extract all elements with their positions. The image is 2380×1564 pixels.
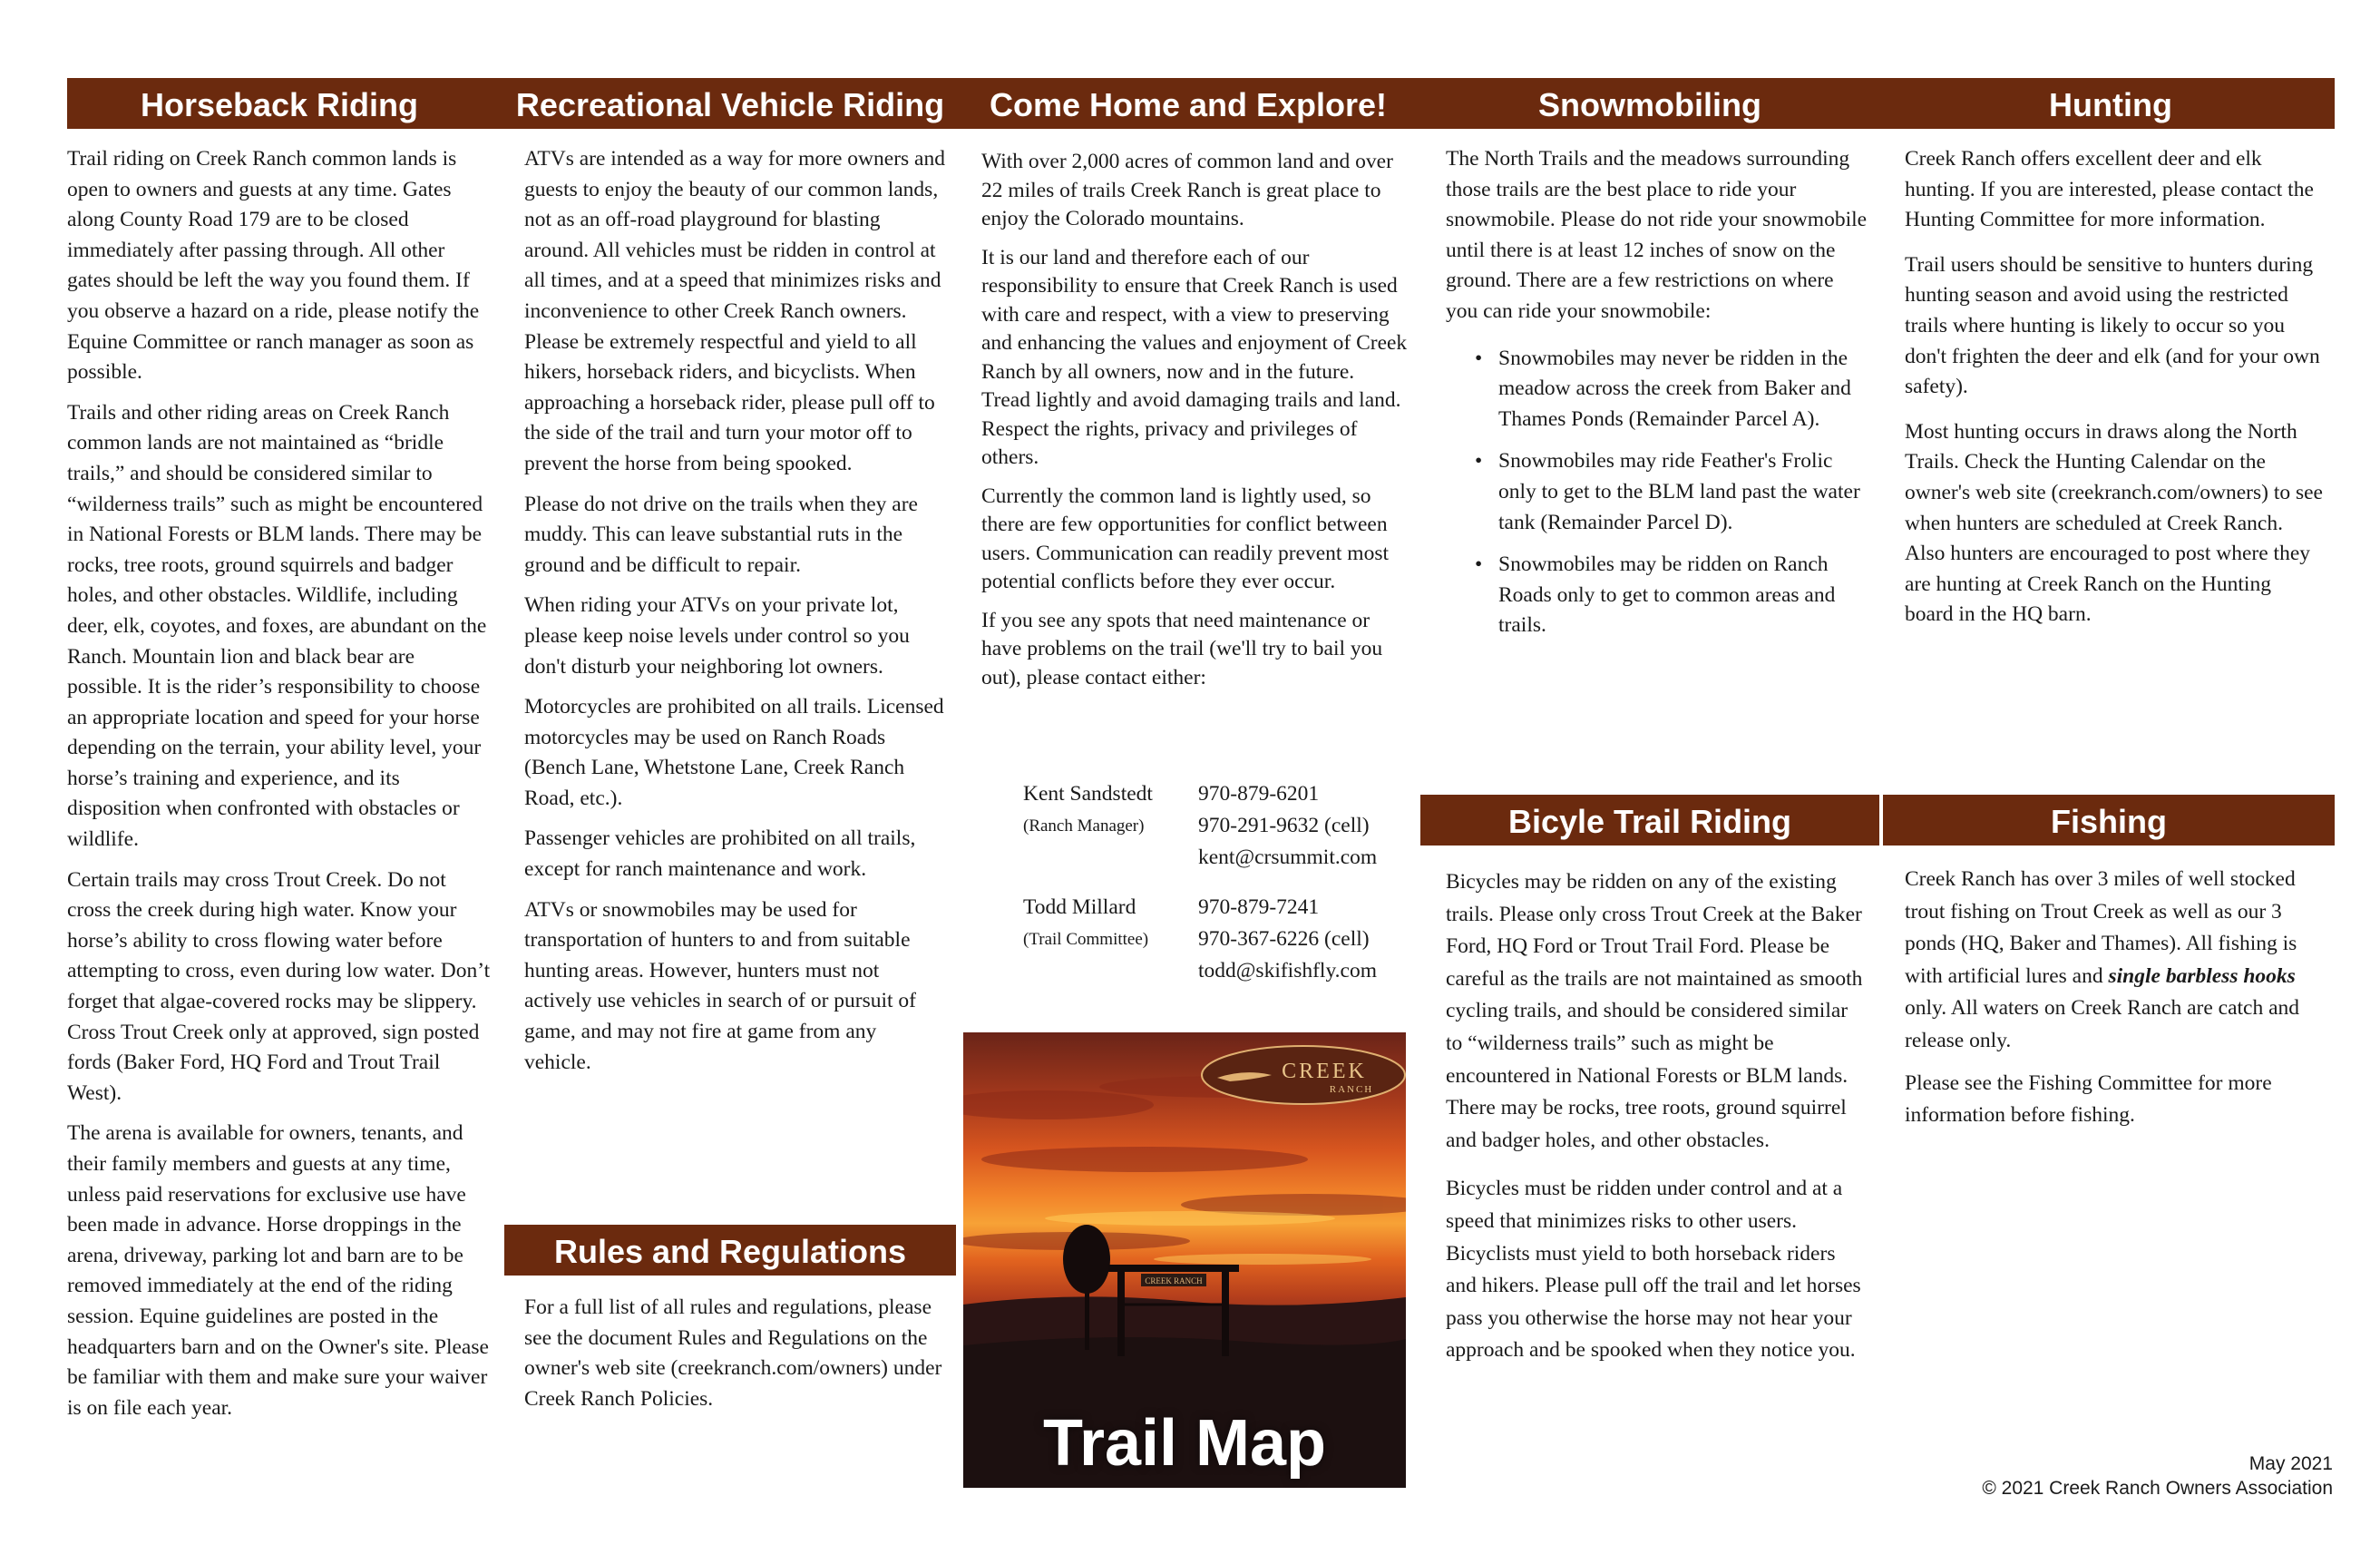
rules-paragraph: For a full list of all rules and regulations, please see the document Rules and Regulations on the owner's web site (creekranch.com/owners) under Creek Ranch Policies.: [524, 1295, 942, 1411]
contact-name: Kent Sandstedt: [1023, 782, 1153, 806]
rules-section: [524, 1293, 945, 1424]
hunting-section: [1905, 144, 2324, 640]
heading-come-home-and-explore: Come Home and Explore!: [989, 86, 1388, 123]
footer-date: May 2021: [2248, 1453, 2333, 1474]
fishing-text: Creek Ranch has over 3 miles of well stocked trout fishing on Trout Creek as well as our 3 ponds (HQ, Baker and Thames). All fishing is with artificial lures and: [1905, 867, 2297, 988]
explore-paragraph: With over 2,000 acres of common land and over 22 miles of trails Creek Ranch is great place to enjoy the Colorado mountains.: [981, 150, 1393, 230]
heading-rules-and-regulations: Rules and Regulations: [553, 1233, 907, 1270]
fishing-emphasis: single barbless hooks: [2108, 963, 2296, 988]
list-item: • Snowmobiles may never be ridden in the meadow across the creek from Baker and Thames Ponds (Remainder Parcel A).: [1498, 344, 1868, 435]
contact-list: [1023, 778, 1377, 987]
explore-paragraph: Currently the common land is lightly used, so there are few opportunities for conflict between users. Communication can readily prevent most potential conflicts before they ever occur.: [981, 484, 1390, 593]
contact-email[interactable]: todd@skifishfly.com: [1198, 959, 1378, 982]
hunting-paragraph: Trail users should be sensitive to hunters during hunting season and avoid using the restricted trails where hunting is likely to occur so you don't frighten the deer and elk (and for your own safety).: [1905, 252, 2320, 399]
creek-ranch-logo: [1199, 1043, 1408, 1107]
explore-section: [981, 148, 1408, 702]
gate-sign-text: CREEK RANCH: [1145, 1276, 1203, 1285]
snowmobiling-paragraph: The North Trails and the meadows surrounding those trails are the best place to ride your snowmobile. Please do not ride your snowmobile until there is at least 12 inches of snow on the ground. There are a few restrictions on where you can ride your snowmobile:: [1446, 147, 1868, 323]
snowmobiling-section: [1446, 144, 1868, 653]
fishing-paragraph: Please see the Fishing Committee for more information before fishing.: [1905, 1070, 2272, 1128]
heading-snowmobiling: Snowmobiling: [1538, 86, 1761, 123]
bicycle-paragraph: Bicycles may be ridden on any of the existing trails. Please only cross Trout Creek at the Baker Ford, HQ Ford or Trout Trail Ford. Please be careful as the trails are not maintained as smooth cycling trails, and should be considered similar to “wilderness trails” such as might be encountered in National Forests or BLM lands. There may be rocks, tree roots, ground squirrel and badger holes, and other obstacles.: [1446, 870, 1863, 1152]
fishing-paragraph: [1905, 864, 2324, 1058]
fishing-text: only. All waters on Creek Ranch are catch and release only.: [1905, 996, 2300, 1052]
footer-copyright: © 2021 Creek Ranch Owners Association: [1982, 1478, 2333, 1499]
logo-subtitle: RANCH: [1329, 1084, 1374, 1095]
contact-role: (Ranch Manager): [1023, 816, 1145, 836]
list-item: • Snowmobiles may be ridden on Ranch Roads only to get to common areas and trails.: [1498, 550, 1868, 641]
explore-paragraph: If you see any spots that need maintenance or have problems on the trail (we'll try to bail you out), please contact either:: [981, 608, 1383, 689]
contact-name: Todd Millard: [1023, 895, 1136, 919]
contact-cell: 970-291-9632 (cell): [1198, 814, 1370, 837]
rv-paragraph: Motorcycles are prohibited on all trails. Licensed motorcycles may be used on Ranch Roads (Bench Lane, Whetstone Lane, Creek Ranch Road, etc.).: [524, 695, 944, 810]
contact-cell: 970-367-6226 (cell): [1198, 927, 1370, 951]
rv-paragraph: ATVs or snowmobiles may be used for transportation of hunters to and from suitable hunting areas. However, hunters must not actively use vehicles in search of or pursuit of game, and may not fire at game from any vehicle.: [524, 897, 916, 1074]
contact-email[interactable]: kent@crsummit.com: [1198, 846, 1378, 869]
rv-paragraph: Passenger vehicles are prohibited on all trails, except for ranch maintenance and work.: [524, 826, 916, 882]
explore-paragraph: It is our land and therefore each of our responsibility to ensure that Creek Ranch is used with care and respect, with a view to preserving and enhancing the values and enjoyment of Creek Ranch by all owners, now and in the future. Tread lightly and avoid damaging trails and land. Respect the rights, privacy and privileges of others.: [981, 245, 1408, 469]
hunting-paragraph: Most hunting occurs in draws along the North Trails. Check the Hunting Calendar on the owner's web site (creekranch.com/owners) to see when hunters are scheduled at Creek Ranch. Also hunters are encouraged to post where they are hunting at Creek Ranch on the Hunting board in the HQ barn.: [1905, 419, 2323, 627]
bicycle-paragraph: Bicycles must be ridden under control and at a speed that minimizes risks to other users. Bicyclists must yield to both horseback riders and hikers. Please pull off the trail and let horses pass you otherwise the horse may not hear your approach and be spooked when they notice you.: [1446, 1177, 1861, 1363]
horseback-riding-section: [67, 144, 493, 1433]
trail-map-title: Trail Map: [1042, 1407, 1327, 1480]
heading-recreational-vehicle-riding: Recreational Vehicle Riding: [515, 86, 945, 123]
bicycle-section: [1446, 866, 1868, 1377]
snowmobiling-restrictions-list: [1446, 344, 1868, 641]
rv-riding-section: [524, 144, 945, 1088]
rv-paragraph: When riding your ATVs on your private lot, please keep noise levels under control so you don't disturb your neighboring lot owners.: [524, 593, 910, 679]
hunting-paragraph: Creek Ranch offers excellent deer and elk hunting. If you are interested, please contact the Hunting Committee for more information.: [1905, 147, 2314, 232]
rv-paragraph: Please do not drive on the trails when they are muddy. This can leave substantial ruts in the ground and be difficult to repair.: [524, 492, 918, 577]
rv-paragraph: ATVs are intended as a way for more owners and guests to enjoy the beauty of our common lands, not as an off-road playground for blasting around. All vehicles must be ridden in control at all times, and at a speed that minimizes risks and inconvenience to other Creek Ranch owners. Please be extremely respectful and yield to all hikers, horseback riders, and bicyclists. When approaching a horseback rider, please pull off to the side of the trail and turn your motor off to prevent the horse from being spooked.: [524, 147, 945, 475]
footer: [1982, 1452, 2333, 1500]
contact-phone: 970-879-7241: [1198, 895, 1320, 919]
heading-hunting: Hunting: [2049, 86, 2172, 123]
contact-phone: 970-879-6201: [1198, 782, 1320, 806]
list-item: • Snowmobiles may ride Feather's Frolic only to get to the BLM land past the water tank (Remainder Parcel D).: [1498, 446, 1868, 538]
heading-fishing: Fishing: [2051, 803, 2167, 840]
heading-horseback-riding: Horseback Riding: [140, 86, 419, 123]
horseback-paragraph: Trail riding on Creek Ranch common lands is open to owners and guests at any time. Gates along County Road 179 are to be closed immediately after passing through. All other gates should be left the way you found them. If you observe a hazard on a ride, please notify the Equine Committee or ranch manager as soon as possible.: [67, 147, 480, 385]
horseback-paragraph: The arena is available for owners, tenants, and their family members and guests at any time, unless paid reservations for exclusive use have been made in advance. Horse droppings in the arena, driveway, parking lot and barn are to be removed immediately at the end of the riding session. Equine guidelines are posted in the headquarters barn and on the Owner's site. Please be familiar with them and make sure your waiver is on file each year.: [67, 1121, 489, 1420]
contact-todd: [1023, 892, 1377, 987]
contact-role: (Trail Committee): [1023, 930, 1149, 949]
logo-wordmark: CREEK: [1282, 1060, 1367, 1083]
heading-bicycle-trail-riding: Bicyle Trail Riding: [1507, 803, 1792, 840]
horseback-paragraph: Trails and other riding areas on Creek Ranch common lands are not maintained as “bridle trails,” and should be considered similar to “wilderness trails” such as might be encountered in National Forests or BLM lands. There may be rocks, tree roots, ground squirrels and badger holes, and other obstacles. Wildlife, including deer, elk, coyotes, and foxes, are abundant on the Ranch. Mountain lion and black bear are possible. It is the rider’s responsibility to choose an appropriate location and speed for your horse depending on the terrain, your ability level, your horse’s training and experience, and its disposition when confronted with obstacles or wildlife.: [67, 400, 487, 852]
contact-kent: [1023, 778, 1377, 874]
horseback-paragraph: Certain trails may cross Trout Creek. Do not cross the creek during high water. Know your horse’s ability to cross flowing water before attempting to cross, even during low water. Don’t forget that algae-covered rocks may be slippery. Cross Trout Creek only at approved, sign posted fords (Baker Ford, HQ Ford and Trout Trail West).: [67, 867, 491, 1105]
fishing-section: [1905, 864, 2324, 1142]
